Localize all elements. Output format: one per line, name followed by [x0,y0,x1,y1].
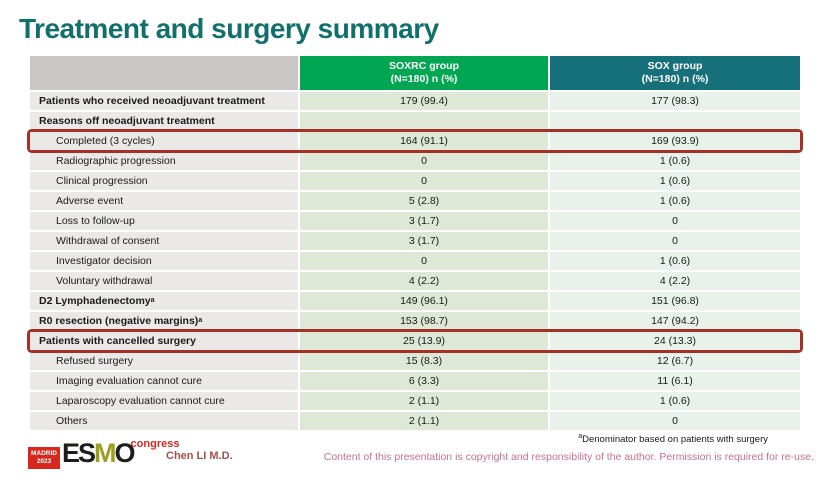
table-header-row [30,56,800,90]
congress-label: congress [130,438,180,450]
row-label: Voluntary withdrawal [30,272,298,290]
table-row [30,332,800,350]
header-soxrc-group [300,56,548,90]
header-sox-group [550,56,800,90]
row-label: D2 Lymphadenectomy a [30,292,298,310]
header-corner-cell [30,56,298,90]
header-sox-line2: (N=180) n (%) [641,73,709,85]
copyright-notice: Content of this presentation is copyright and responsibility of the author. Permission is required for re-use. [323,451,814,463]
esmo-wordmark: ESMO [62,438,134,468]
soxrc-value: 0 [300,152,548,170]
table-row [30,272,800,290]
soxrc-value: 25 (13.9) [300,332,548,350]
sox-value: 0 [550,232,800,250]
row-label: Laparoscopy evaluation cannot cure [30,392,298,410]
table-row [30,412,800,430]
sox-value [550,112,800,130]
soxrc-value: 0 [300,252,548,270]
madrid-2023-badge [28,447,60,469]
footnote-text: Denominator based on patients with surgery [582,434,768,445]
footnote-sup: a [578,432,583,440]
sox-value: 12 (6.7) [550,352,800,370]
table-row [30,172,800,190]
row-label: Withdrawal of consent [30,232,298,250]
header-sox-line1: SOX group [647,59,703,72]
row-label: Adverse event [30,192,298,210]
row-label: R0 resection (negative margins) a [30,312,298,330]
table-row [30,352,800,370]
esmo-congress-logo [28,438,179,472]
sox-value: 1 (0.6) [550,152,800,170]
table-row [30,252,800,270]
row-label: Patients who received neoadjuvant treatment [30,92,298,110]
row-label: Imaging evaluation cannot cure [30,372,298,390]
sox-value: 147 (94.2) [550,312,800,330]
page-title: Treatment and surgery summary [19,13,439,44]
sox-value: 169 (93.9) [550,132,800,150]
sox-value: 0 [550,412,800,430]
soxrc-value: 164 (91.1) [300,132,548,150]
soxrc-value: 2 (1.1) [300,412,548,430]
row-label: Refused surgery [30,352,298,370]
sox-value: 177 (98.3) [550,92,800,110]
row-label: Loss to follow-up [30,212,298,230]
row-label: Others [30,412,298,430]
table-row [30,232,800,250]
soxrc-value: 149 (96.1) [300,292,548,310]
logo-city: MADRID [31,450,57,457]
table-row [30,192,800,210]
soxrc-value: 3 (1.7) [300,232,548,250]
sox-value: 11 (6.1) [550,372,800,390]
row-label: Clinical progression [30,172,298,190]
soxrc-value: 2 (1.1) [300,392,548,410]
soxrc-value: 179 (99.4) [300,92,548,110]
table-row [30,292,800,310]
logo-year: 2023 [36,458,52,466]
row-label: Patients with cancelled surgery [30,332,298,350]
table-row [30,312,800,330]
soxrc-value: 5 (2.8) [300,192,548,210]
summary-table [30,56,800,430]
header-soxrc-line2: (N=180) n (%) [390,73,458,85]
sox-value: 1 (0.6) [550,192,800,210]
soxrc-value: 153 (98.7) [300,312,548,330]
sox-value: 0 [550,212,800,230]
sox-value: 4 (2.2) [550,272,800,290]
table-row [30,152,800,170]
table-row [30,372,800,390]
sox-value: 1 (0.6) [550,392,800,410]
table-row [30,392,800,410]
soxrc-value [300,112,548,130]
soxrc-value: 0 [300,172,548,190]
soxrc-value: 4 (2.2) [300,272,548,290]
soxrc-value: 6 (3.3) [300,372,548,390]
row-label: Reasons off neoadjuvant treatment [30,112,298,130]
table-row [30,92,800,110]
summary-table-body [30,92,800,430]
table-row [30,112,800,130]
sox-value: 151 (96.8) [550,292,800,310]
table-row [30,212,800,230]
author-name: Chen LI M.D. [166,450,233,462]
sox-value: 1 (0.6) [550,172,800,190]
soxrc-value: 3 (1.7) [300,212,548,230]
header-soxrc-line1: SOXRC group [389,59,459,72]
table-footnote [578,434,768,445]
row-label: Radiographic progression [30,152,298,170]
soxrc-value: 15 (8.3) [300,352,548,370]
row-label: Completed (3 cycles) [30,132,298,150]
sox-value: 1 (0.6) [550,252,800,270]
sox-value: 24 (13.3) [550,332,800,350]
row-label: Investigator decision [30,252,298,270]
table-row [30,132,800,150]
